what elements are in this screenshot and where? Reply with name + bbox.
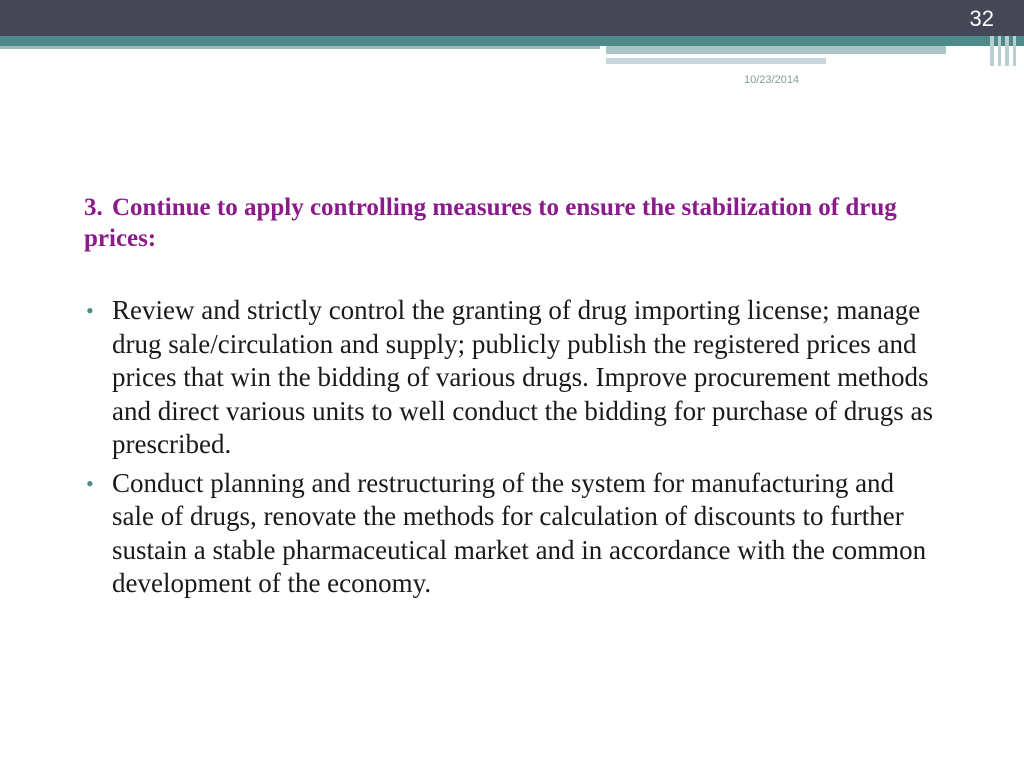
header-stripe-light [0, 46, 600, 49]
page-number: 32 [969, 6, 994, 31]
decorative-stripe [606, 58, 826, 64]
decorative-bar [990, 36, 994, 66]
bullet-dot-icon: • [86, 470, 94, 496]
bullet-list [84, 294, 934, 606]
bullet-dot-icon: • [86, 298, 94, 323]
header-stripe [0, 36, 1024, 46]
decorative-stripe [606, 46, 946, 54]
heading-number: 3. [84, 194, 103, 221]
bullet-item [84, 467, 934, 601]
header-bar [0, 0, 1024, 36]
bullet-item [84, 294, 934, 462]
decorative-bar [1005, 36, 1009, 66]
bullet-text: Review and strictly control the granting of drug importing license; manage drug sale/circulation and supply; publicly publish the registered prices and prices that win the bidding of various drugs. Improve procurement methods and direct various units to well conduct the bidding for purchase of drugs as prescribed. [112, 295, 934, 459]
slide-date: 10/23/2014 [744, 74, 800, 86]
heading-text: Continue to apply controlling measures to ensure the stabilization of drug prices: [84, 194, 897, 252]
decorative-bar [998, 36, 1001, 66]
slide-heading [84, 192, 924, 254]
bullet-text: Conduct planning and restructuring of the system for manufacturing and sale of drugs, renovate the methods for calculation of discounts to further sustain a stable pharmaceutical market and in accordance with the common development of the economy. [112, 467, 927, 598]
decorative-bar [1013, 36, 1016, 66]
